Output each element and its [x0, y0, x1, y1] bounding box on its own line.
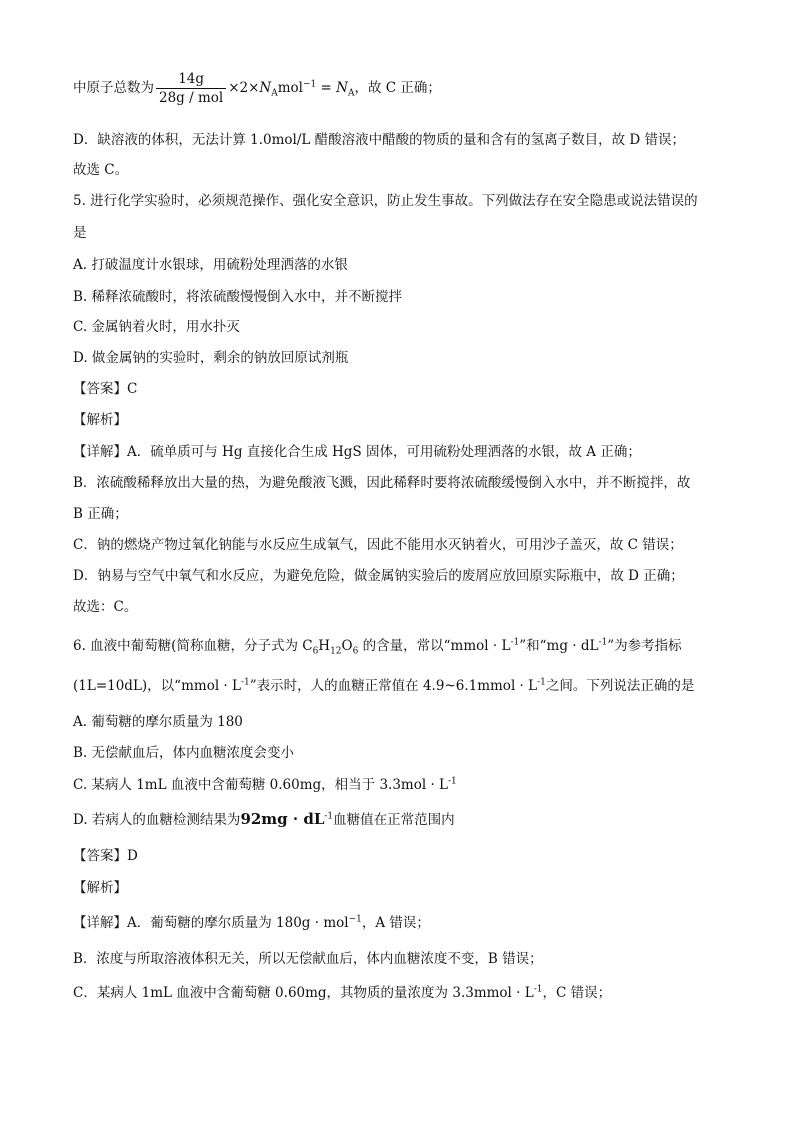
- detail-c: C．钠的燃烧产物过氧化钠能与水反应生成氧气，因此不能用水灭钠着火，可用沙子盖灭，故 C 错误；: [73, 537, 683, 553]
- detail-a: 【详解】A．硫单质可与 Hg 直接化合生成 HgS 固体，可用硫粉处理洒落的水银，故 A 正确；: [73, 444, 641, 460]
- analysis-heading: 【解析】: [73, 880, 127, 896]
- detail-c: C．某病人 1mL 血液中含葡萄糖 0.60mg，其物质的量浓度为 3.3mmol · $L^{-1}$，C 错误；: [73, 984, 612, 1001]
- answer: 【答案】C: [73, 381, 138, 397]
- question-5-stem-cont: 是: [73, 225, 87, 241]
- option-b: B. 无偿献血后，体内血糖浓度会变小: [73, 745, 295, 761]
- question-6-stem-cont: (1L=10dL)，以“mmol · $L^{-1}$”表示时，人的血糖正常值在 4.9~6.1mmol · $L^{-1}$之间。下列说法正确的是: [73, 677, 695, 694]
- detail-b: B．浓度与所取溶液体积无关，所以无偿献血后，体内血糖浓度不变，B 错误；: [73, 951, 543, 967]
- analysis-heading: 【解析】: [73, 412, 127, 428]
- formula-line: 中原子总数为 $\frac{14g}{\text{28g / mol}}$ $\times 2\times N_Amol^{-1} = N_A$，故 C 正确；: [73, 71, 441, 106]
- detail-d: D．钠易与空气中氧气和水反应，为避免危险，做金属钠实验后的废屑应放回原实际瓶中，故 D 正确；: [73, 568, 684, 584]
- detail-b-cont: B 正确；: [73, 506, 128, 522]
- option-d: D. 做金属钠的实验时，剩余的钠放回原试剂瓶: [73, 350, 349, 366]
- option-b: B. 稀释浓硫酸时，将浓硫酸慢慢倒入水中，并不断搅拌: [73, 289, 403, 305]
- conclusion: 故选：C。: [73, 599, 138, 615]
- text-line: 故选 C。: [73, 162, 129, 178]
- option-c: C. 某病人 1mL 血液中含葡萄糖 0.60mg，相当于 $3.3mol \cdot L^{-1}$: [73, 776, 457, 793]
- option-d: D. 若病人的血糖检测结果为$92mg \cdot dL^{-1}$血糖值在正常范围内: [73, 810, 455, 828]
- question-6-stem: 6. 血液中葡萄糖(简称血糖，分子式为 $C_6H_{12}O_6$ 的含量，常以“mmol · $L^{-1}$”和“mg · $dL^{-1}$”为参考指标: [73, 637, 682, 657]
- fraction: $\frac{14g}{\text{28g / mol}}$: [156, 70, 226, 107]
- detail-a: 【详解】A．葡萄糖的摩尔质量为 180g · mol$^{-1}$，A 错误；: [73, 914, 430, 931]
- text-line: D．缺溶液的体积，无法计算 1.0mol/L 醋酸溶液中醋酸的物质的量和含有的氢离子数目，故 D 错误；: [73, 132, 686, 148]
- option-a: A. 葡萄糖的摩尔质量为 180: [73, 714, 243, 730]
- answer: 【答案】D: [73, 848, 138, 864]
- detail-b: B．浓硫酸稀释放出大量的热，为避免酸液飞溅，因此稀释时要将浓硫酸缓慢倒入水中，并不断搅拌，故: [73, 475, 691, 491]
- option-c: C. 金属钠着火时，用水扑灭: [73, 319, 240, 335]
- option-a: A. 打破温度计水银球，用硫粉处理洒落的水银: [73, 257, 348, 273]
- question-5-stem: 5. 进行化学实验时，必须规范操作、强化安全意识，防止发生事故。下列做法存在安全隐患或说法错误的: [73, 193, 698, 209]
